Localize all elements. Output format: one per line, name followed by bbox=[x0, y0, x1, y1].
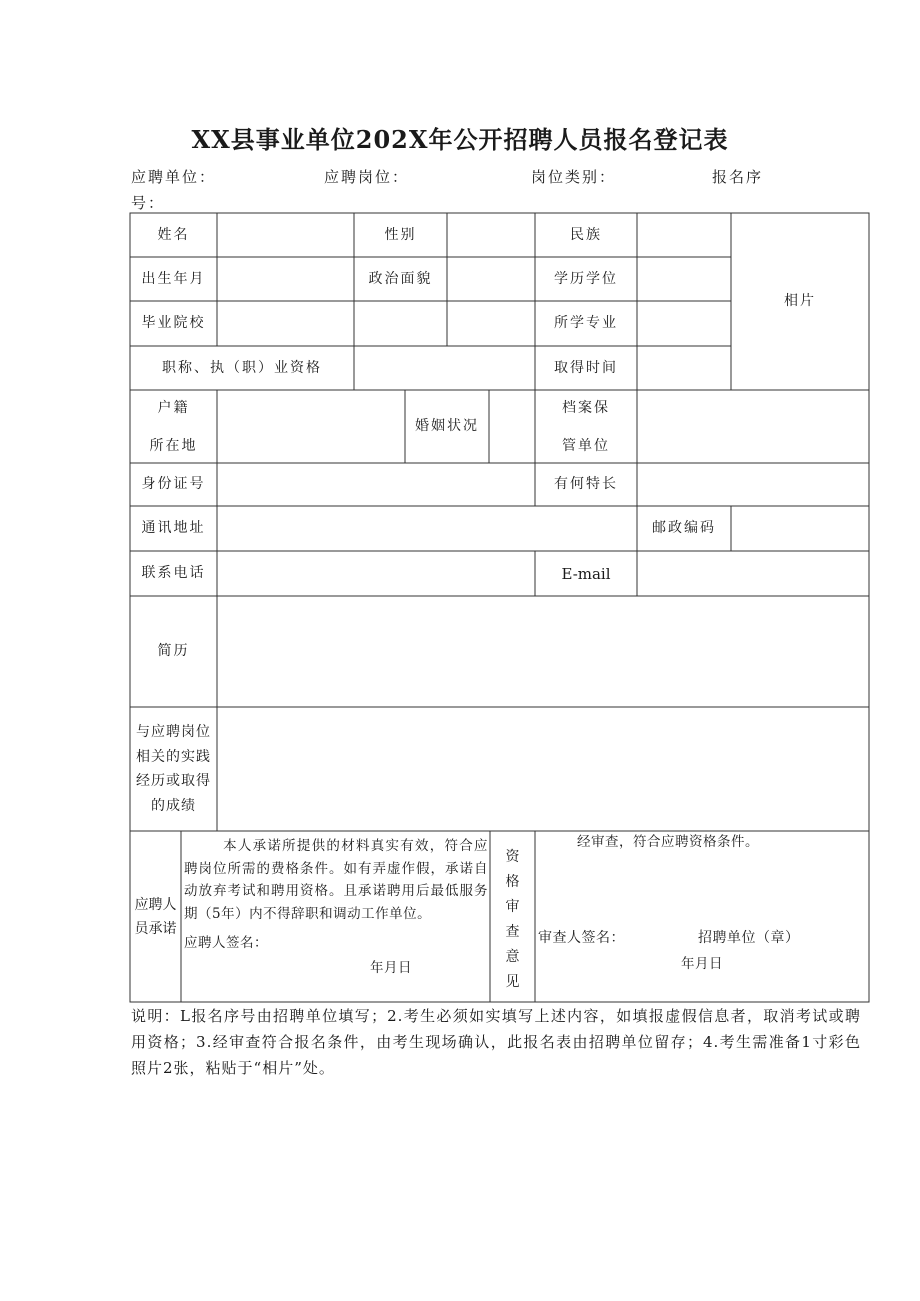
hiring-unit-seal-label: 招聘单位（章） bbox=[698, 930, 800, 946]
reviewer-signature-field[interactable] bbox=[610, 923, 690, 949]
photo-box[interactable] bbox=[731, 213, 869, 390]
title-qualification-label: 职称、执（职）业资格 bbox=[162, 359, 322, 376]
obtain-time-field[interactable] bbox=[637, 346, 731, 390]
id-number-field[interactable] bbox=[217, 463, 535, 506]
major-field[interactable] bbox=[637, 301, 731, 346]
reviewer-sign-label: 审查人签名： bbox=[538, 930, 625, 946]
obtain-time-label: 取得时间 bbox=[554, 359, 618, 376]
applicant-signature-field[interactable] bbox=[260, 926, 480, 954]
review-char-6: 见 bbox=[505, 974, 520, 990]
birth-field[interactable] bbox=[217, 257, 354, 301]
email-label: E-mail bbox=[561, 564, 611, 583]
apply-unit-label: 应聘单位： bbox=[131, 168, 217, 186]
pledge-label-line2: 员承诺 bbox=[134, 920, 177, 937]
email-field[interactable] bbox=[637, 551, 869, 596]
review-opinion-label bbox=[490, 845, 535, 995]
photo-label: 相片 bbox=[784, 293, 816, 309]
gender-field[interactable] bbox=[447, 213, 535, 257]
name-label: 姓名 bbox=[157, 226, 190, 243]
practice-label-line3: 经历或取得 bbox=[136, 773, 211, 789]
pledge-text: 本人承诺所提供的材料真实有效，符合应聘岗位所需的费格条件。如有弄虚作假，承诺自动放弃考试和聘用资格。且承诺聘用后最低服务期（5年）内不得辞职和调动工作单位。 bbox=[184, 838, 488, 922]
political-status-label: 政治面貌 bbox=[368, 270, 433, 287]
address-field[interactable] bbox=[217, 506, 637, 551]
resume-label: 简历 bbox=[157, 643, 190, 660]
form-instructions: 说明：L报名序号由招聘单位填写；2.考生必须如实填写上述内容，如填报虚假信息者，取消考试或聘用资格；3.经审查符合报名条件，由考生现场确认，此报名表由招聘单位留存；4.考生需准备1寸彩色照片2张，粘贴于“相片”处。 bbox=[131, 1007, 861, 1077]
practice-experience-label bbox=[130, 707, 217, 831]
pledge-date-label: 年月日 bbox=[370, 960, 412, 976]
ethnicity-field[interactable] bbox=[637, 213, 731, 257]
practice-label-line1: 与应聘岗位 bbox=[136, 724, 211, 740]
education-label: 学历学位 bbox=[554, 270, 618, 287]
marital-status-label: 婚姻状况 bbox=[415, 418, 479, 435]
resume-field[interactable] bbox=[217, 596, 869, 707]
archive-unit-label bbox=[535, 390, 637, 463]
pledge-sign-label: 应聘人签名： bbox=[184, 935, 268, 951]
specialty-field[interactable] bbox=[637, 463, 869, 506]
hukou-label-line2: 所在地 bbox=[149, 437, 198, 454]
school-field[interactable] bbox=[217, 301, 535, 346]
postcode-field[interactable] bbox=[731, 506, 869, 551]
practice-label-line2: 相关的实践 bbox=[136, 748, 211, 765]
school-label: 毕业院校 bbox=[141, 315, 206, 332]
phone-label: 联系电话 bbox=[141, 565, 206, 582]
hukou-label-line1: 户籍 bbox=[157, 399, 190, 416]
review-char-2: 格 bbox=[505, 874, 520, 890]
ethnicity-label: 民族 bbox=[570, 226, 602, 243]
post-category-label: 岗位类别： bbox=[531, 168, 617, 186]
political-status-field[interactable] bbox=[447, 257, 535, 301]
archive-unit-label-line2: 管单位 bbox=[562, 437, 610, 454]
serial-number-label-cont: 号： bbox=[131, 194, 166, 212]
review-char-5: 意 bbox=[505, 949, 520, 965]
id-number-label: 身份证号 bbox=[141, 476, 206, 493]
review-date-label: 年月日 bbox=[681, 956, 723, 972]
gender-label: 性别 bbox=[384, 226, 417, 243]
practice-experience-field[interactable] bbox=[217, 707, 869, 831]
archive-unit-field[interactable] bbox=[637, 390, 869, 463]
major-label: 所学专业 bbox=[554, 315, 618, 332]
education-field[interactable] bbox=[637, 257, 731, 301]
address-label: 通讯地址 bbox=[141, 520, 206, 537]
archive-unit-label-line1: 档案保 bbox=[562, 399, 610, 416]
hukou-field[interactable] bbox=[217, 390, 405, 463]
postcode-label: 邮政编码 bbox=[652, 520, 716, 537]
form-title: XX县事业单位202X年公开招聘人员报名登记表 bbox=[191, 125, 729, 154]
review-char-1: 资 bbox=[505, 849, 520, 865]
pledge-label bbox=[130, 831, 181, 1002]
marital-status-field[interactable] bbox=[489, 390, 535, 463]
specialty-label: 有何特长 bbox=[554, 476, 618, 493]
phone-field[interactable] bbox=[217, 551, 535, 596]
serial-number-label: 报名序 bbox=[712, 168, 764, 186]
practice-label-line4: 的成绩 bbox=[151, 797, 196, 814]
review-text: 经审查，符合应聘资格条件。 bbox=[577, 834, 759, 850]
title-qualification-field[interactable] bbox=[354, 346, 535, 390]
apply-post-label: 应聘岗位： bbox=[324, 168, 410, 186]
pledge-label-line1: 应聘人 bbox=[134, 896, 177, 913]
review-char-3: 审 bbox=[505, 899, 520, 915]
review-char-4: 查 bbox=[505, 924, 520, 940]
hukou-label bbox=[130, 390, 217, 463]
birth-label: 出生年月 bbox=[141, 270, 206, 287]
name-field[interactable] bbox=[217, 213, 354, 257]
